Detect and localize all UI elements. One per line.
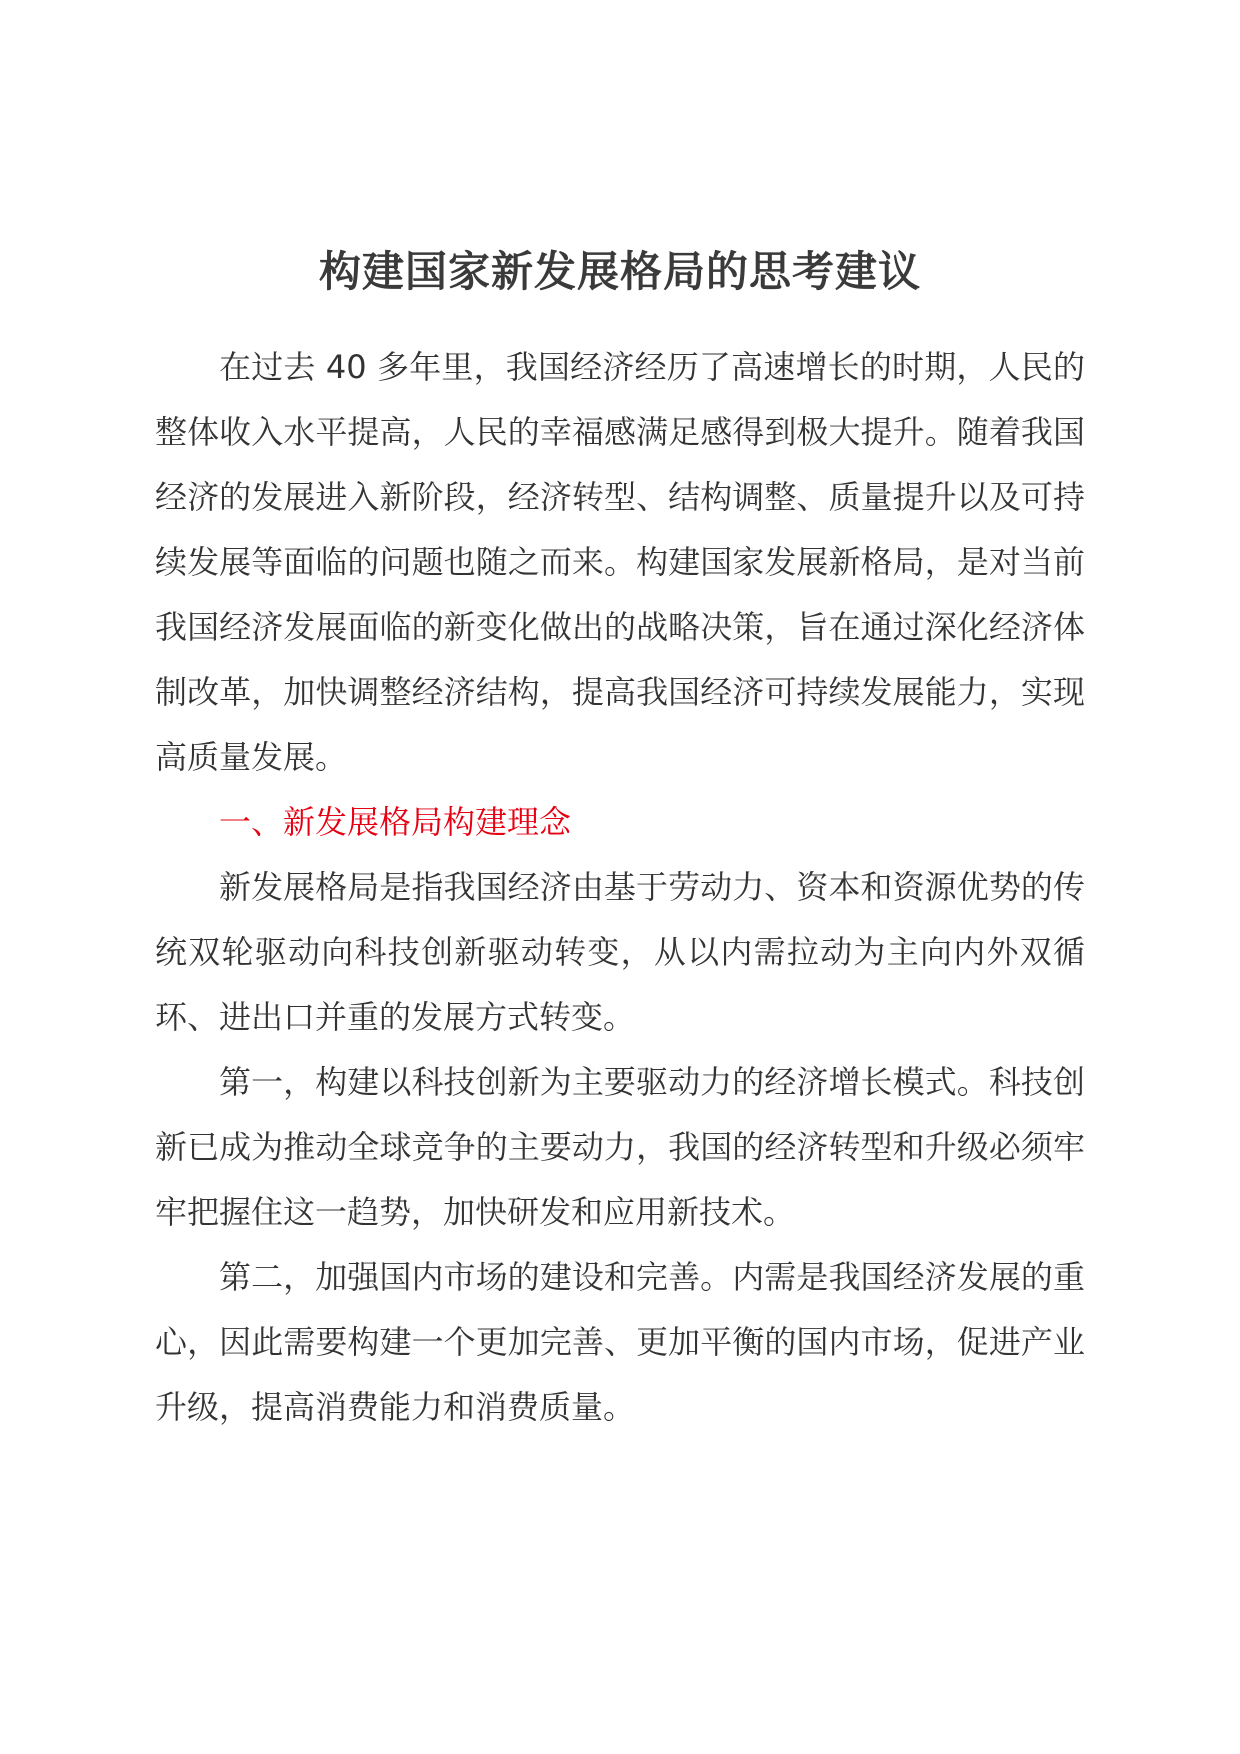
document-title: 构建国家新发展格局的思考建议 (318, 247, 921, 296)
concept-paragraph: 新发展格局是指我国经济由基于劳动力、资本和资源优势的传统双轮驱动向科技创新驱动转变，从以内需拉动为主向内外双循环、进出口并重的发展方式转变。 (155, 868, 1085, 1036)
section-heading: 一、新发展格局构建理念 (219, 803, 572, 841)
document-body (155, 335, 1085, 1440)
point-one-paragraph: 第一，构建以科技创新为主要驱动力的经济增长模式。科技创新已成为推动全球竞争的主要动力，我国的经济转型和升级必须牢牢把握住这一趋势，加快研发和应用新技术。 (155, 1063, 1085, 1231)
intro-paragraph: 在过去 40 多年里，我国经济经历了高速增长的时期，人民的整体收入水平提高，人民的幸福感满足感得到极大提升。随着我国经济的发展进入新阶段，经济转型、结构调整、质量提升以及可持续发展等面临的问题也随之而来。构建国家发展新格局，是对当前我国经济发展面临的新变化做出的战略决策，旨在通过深化经济体制改革，加快调整经济结构，提高我国经济可持续发展能力，实现高质量发展。 (155, 348, 1085, 776)
point-two-paragraph: 第二，加强国内市场的建设和完善。内需是我国经济发展的重心，因此需要构建一个更加完善、更加平衡的国内市场，促进产业升级，提高消费能力和消费质量。 (155, 1258, 1085, 1426)
